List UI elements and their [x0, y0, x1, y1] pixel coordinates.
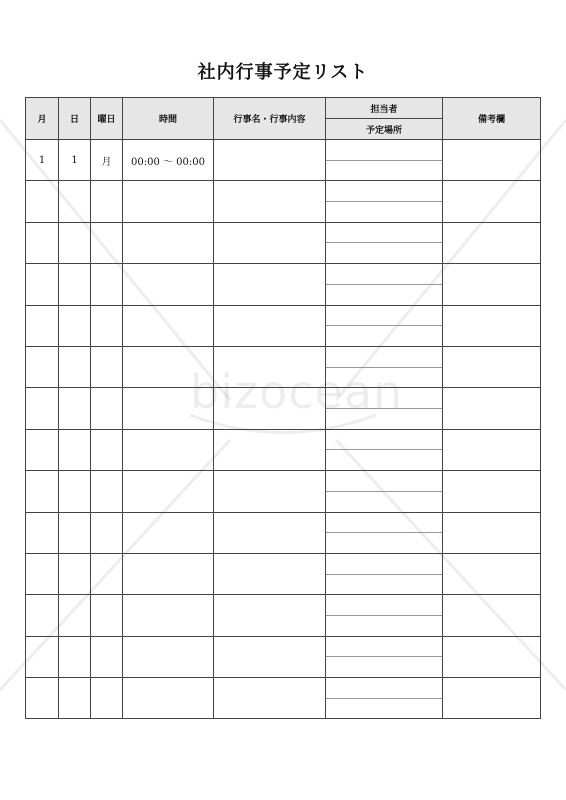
cell-event[interactable]	[214, 222, 326, 263]
cell-month[interactable]	[26, 429, 59, 470]
cell-time[interactable]: 00:00 〜 00:00	[123, 140, 214, 181]
cell-person-place	[326, 429, 443, 470]
cell-weekday[interactable]: 月	[91, 140, 123, 181]
cell-day[interactable]: 1	[59, 140, 91, 181]
cell-person-place	[326, 264, 443, 305]
cell-notes[interactable]	[443, 636, 541, 677]
cell-place[interactable]	[326, 657, 442, 677]
cell-time[interactable]	[123, 181, 214, 222]
cell-time[interactable]	[123, 388, 214, 429]
cell-place[interactable]	[326, 699, 442, 719]
header-row	[26, 98, 541, 140]
cell-notes[interactable]	[443, 305, 541, 346]
cell-place[interactable]	[326, 202, 442, 222]
cell-time[interactable]	[123, 553, 214, 594]
cell-person[interactable]	[326, 513, 442, 534]
cell-event[interactable]	[214, 636, 326, 677]
table-row	[26, 388, 541, 429]
cell-month[interactable]	[26, 512, 59, 553]
header-weekday: 曜日	[91, 98, 123, 140]
cell-month[interactable]	[26, 595, 59, 636]
cell-notes[interactable]	[443, 222, 541, 263]
cell-event[interactable]	[214, 595, 326, 636]
table-row	[26, 264, 541, 305]
cell-notes[interactable]	[443, 678, 541, 719]
table-row	[26, 305, 541, 346]
cell-weekday[interactable]	[91, 595, 123, 636]
cell-person-place	[326, 636, 443, 677]
event-schedule-table	[25, 97, 541, 719]
cell-person-place	[326, 346, 443, 387]
cell-notes[interactable]	[443, 140, 541, 181]
cell-person[interactable]	[326, 388, 442, 409]
cell-time[interactable]	[123, 512, 214, 553]
cell-day[interactable]	[59, 636, 91, 677]
cell-weekday[interactable]	[91, 553, 123, 594]
cell-place[interactable]	[326, 368, 442, 388]
cell-event[interactable]	[214, 181, 326, 222]
cell-notes[interactable]	[443, 429, 541, 470]
cell-weekday[interactable]	[91, 181, 123, 222]
cell-place[interactable]	[326, 326, 442, 346]
cell-weekday[interactable]	[91, 305, 123, 346]
cell-event[interactable]	[214, 429, 326, 470]
cell-weekday[interactable]	[91, 264, 123, 305]
cell-event[interactable]	[214, 678, 326, 719]
cell-place[interactable]	[326, 616, 442, 636]
table-row	[26, 140, 541, 181]
table-row	[26, 181, 541, 222]
cell-day[interactable]	[59, 222, 91, 263]
cell-month[interactable]: 1	[26, 140, 59, 181]
cell-person[interactable]	[326, 637, 442, 658]
page-title: 社内行事予定リスト	[197, 62, 369, 83]
cell-month[interactable]	[26, 678, 59, 719]
cell-time[interactable]	[123, 346, 214, 387]
header-person: 担当者	[326, 98, 442, 119]
cell-notes[interactable]	[443, 471, 541, 512]
header-event: 行事名・行事内容	[214, 98, 326, 140]
cell-person-place	[326, 553, 443, 594]
cell-month[interactable]	[26, 388, 59, 429]
table-row	[26, 512, 541, 553]
cell-notes[interactable]	[443, 346, 541, 387]
cell-event[interactable]	[214, 305, 326, 346]
cell-weekday[interactable]	[91, 429, 123, 470]
cell-weekday[interactable]	[91, 222, 123, 263]
cell-place[interactable]	[326, 409, 442, 429]
cell-time[interactable]	[123, 595, 214, 636]
table-row	[26, 471, 541, 512]
cell-place[interactable]	[326, 450, 442, 470]
cell-person-place	[326, 305, 443, 346]
header-day: 日	[59, 98, 91, 140]
cell-notes[interactable]	[443, 512, 541, 553]
cell-month[interactable]	[26, 346, 59, 387]
cell-time[interactable]	[123, 305, 214, 346]
cell-day[interactable]	[59, 678, 91, 719]
cell-place[interactable]	[326, 161, 442, 181]
cell-month[interactable]	[26, 305, 59, 346]
cell-weekday[interactable]	[91, 471, 123, 512]
cell-month[interactable]	[26, 553, 59, 594]
cell-month[interactable]	[26, 222, 59, 263]
table-row	[26, 678, 541, 719]
cell-day[interactable]	[59, 388, 91, 429]
cell-weekday[interactable]	[91, 388, 123, 429]
cell-day[interactable]	[59, 471, 91, 512]
cell-day[interactable]	[59, 512, 91, 553]
cell-day[interactable]	[59, 346, 91, 387]
cell-weekday[interactable]	[91, 678, 123, 719]
cell-person[interactable]	[326, 430, 442, 451]
cell-person[interactable]	[326, 347, 442, 368]
cell-person-place	[326, 678, 443, 719]
cell-month[interactable]	[26, 181, 59, 222]
table-row	[26, 222, 541, 263]
cell-place[interactable]	[326, 243, 442, 263]
cell-person[interactable]	[326, 678, 442, 699]
cell-event[interactable]	[214, 264, 326, 305]
cell-person-place	[326, 595, 443, 636]
cell-notes[interactable]	[443, 595, 541, 636]
watermark-logo: bizocean	[190, 365, 404, 419]
header-person-place	[326, 98, 443, 140]
cell-person[interactable]	[326, 595, 442, 616]
cell-event[interactable]	[214, 471, 326, 512]
cell-day[interactable]	[59, 181, 91, 222]
cell-notes[interactable]	[443, 181, 541, 222]
cell-weekday[interactable]	[91, 512, 123, 553]
cell-person[interactable]	[326, 140, 442, 161]
cell-time[interactable]	[123, 264, 214, 305]
cell-month[interactable]	[26, 471, 59, 512]
cell-time[interactable]	[123, 222, 214, 263]
cell-event[interactable]	[214, 346, 326, 387]
cell-event[interactable]	[214, 388, 326, 429]
header-notes: 備考欄	[443, 98, 541, 140]
cell-weekday[interactable]	[91, 346, 123, 387]
cell-person[interactable]	[326, 471, 442, 492]
cell-event[interactable]	[214, 512, 326, 553]
cell-notes[interactable]	[443, 553, 541, 594]
cell-time[interactable]	[123, 429, 214, 470]
cell-day[interactable]	[59, 264, 91, 305]
cell-person-place	[326, 471, 443, 512]
cell-month[interactable]	[26, 636, 59, 677]
cell-place[interactable]	[326, 575, 442, 595]
cell-month[interactable]	[26, 264, 59, 305]
table-row	[26, 346, 541, 387]
cell-place[interactable]	[326, 533, 442, 553]
cell-day[interactable]	[59, 553, 91, 594]
header-time: 時間	[123, 98, 214, 140]
cell-time[interactable]	[123, 678, 214, 719]
cell-day[interactable]	[59, 429, 91, 470]
cell-notes[interactable]	[443, 264, 541, 305]
table-row	[26, 429, 541, 470]
table-row	[26, 553, 541, 594]
cell-place[interactable]	[326, 492, 442, 512]
cell-person-place	[326, 181, 443, 222]
cell-time[interactable]	[123, 636, 214, 677]
cell-day[interactable]	[59, 305, 91, 346]
cell-person[interactable]	[326, 306, 442, 327]
cell-person[interactable]	[326, 264, 442, 285]
cell-event[interactable]	[214, 553, 326, 594]
table-row	[26, 595, 541, 636]
cell-person[interactable]	[326, 554, 442, 575]
cell-place[interactable]	[326, 285, 442, 305]
cell-person-place	[326, 388, 443, 429]
cell-person-place	[326, 512, 443, 553]
cell-person-place	[326, 222, 443, 263]
cell-day[interactable]	[59, 595, 91, 636]
header-place: 予定場所	[365, 125, 402, 136]
cell-weekday[interactable]	[91, 636, 123, 677]
table-row	[26, 636, 541, 677]
header-month: 月	[26, 98, 59, 140]
cell-event[interactable]	[214, 140, 326, 181]
cell-person[interactable]	[326, 181, 442, 202]
cell-time[interactable]	[123, 471, 214, 512]
cell-notes[interactable]	[443, 388, 541, 429]
cell-person-place	[326, 140, 443, 181]
cell-person[interactable]	[326, 223, 442, 244]
